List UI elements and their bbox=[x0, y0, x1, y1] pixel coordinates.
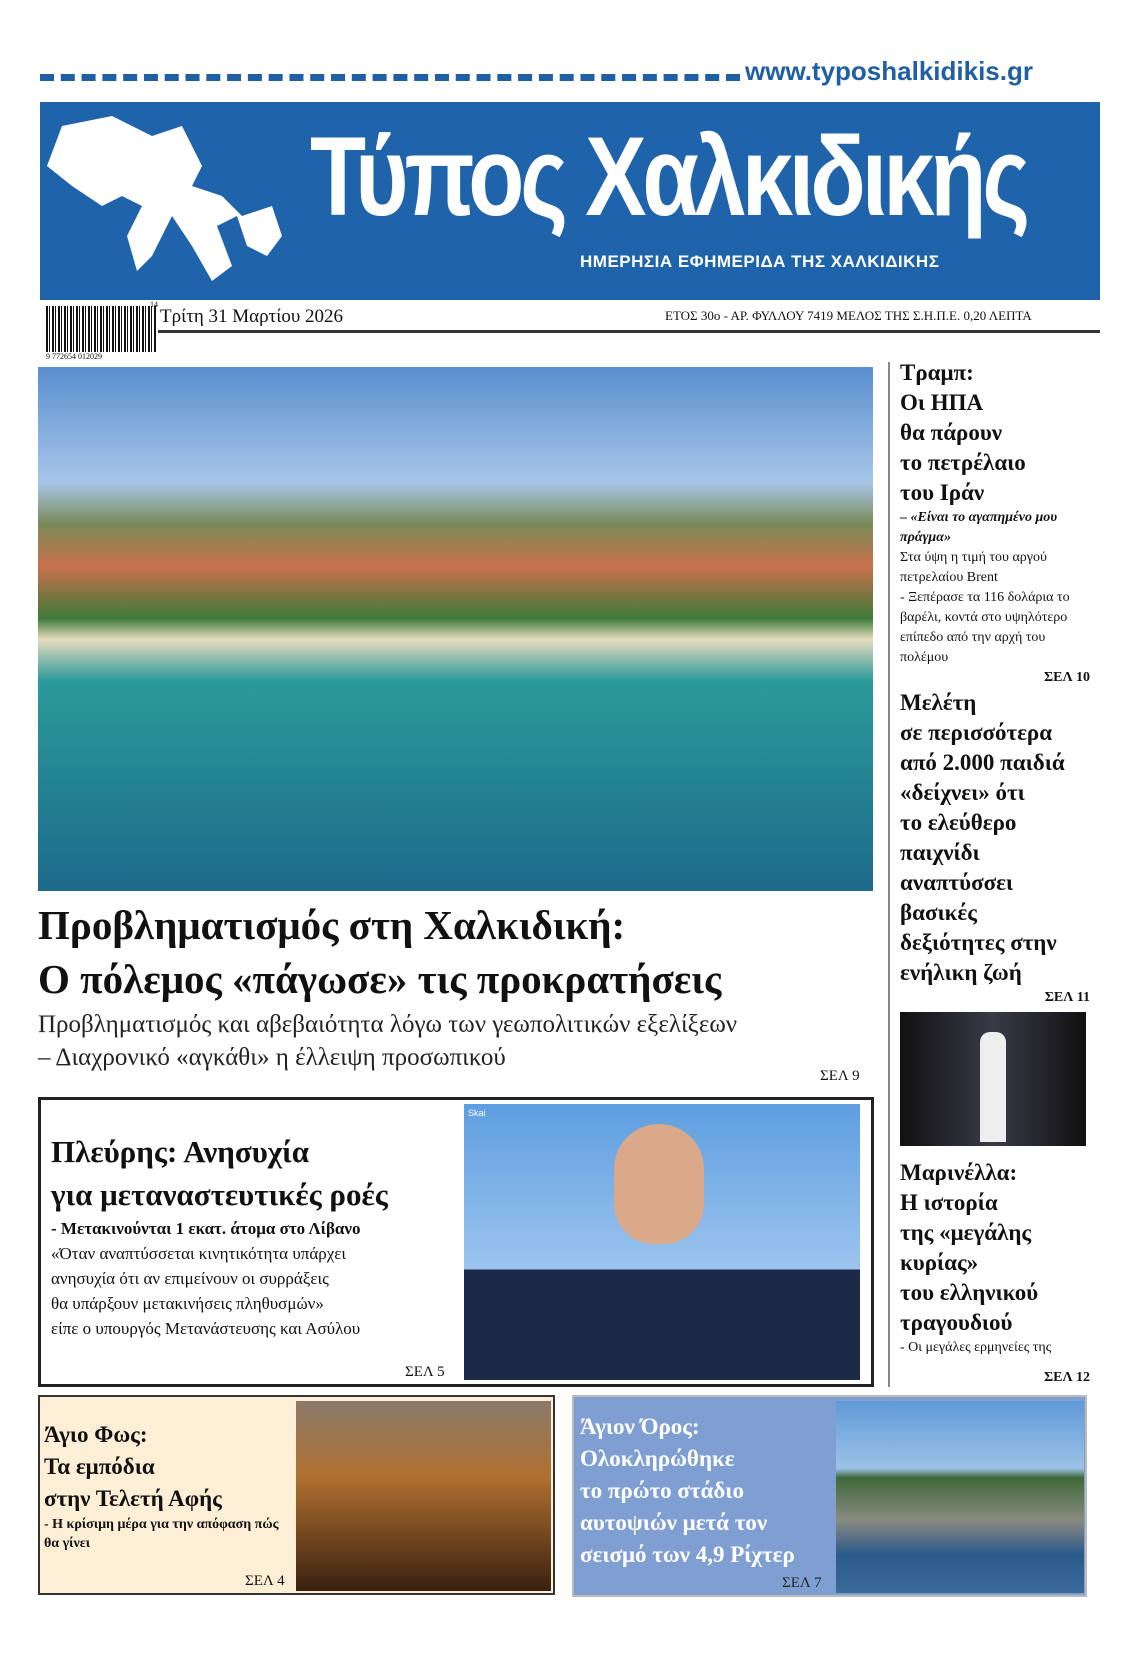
main-photo-beach[interactable] bbox=[38, 367, 873, 891]
photo-plevris[interactable] bbox=[464, 1104, 860, 1380]
story-agion-oros[interactable]: Άγιον Όρος: Ολοκληρώθηκε το πρώτο στάδιο αυτοψιών μετά τον σεισμό των 4,9 Ρίχτερ ΣΕΛ 7 bbox=[572, 1395, 1087, 1597]
photo-marinella[interactable] bbox=[900, 1012, 1086, 1146]
issue-info: ΕΤΟΣ 30ο - ΑΡ. ΦΥΛΛΟΥ 7419 ΜΕΛΟΣ ΤΗΣ Σ.Η.Π.Ε. 0,20 ΛΕΠΤΑ bbox=[665, 308, 1032, 323]
masthead-title: Τύπος Χαλκιδικής bbox=[310, 114, 1027, 239]
page-ref: ΣΕΛ 7 bbox=[782, 1575, 822, 1591]
quote: – «Είναι το αγαπημένο μου πράγμα» bbox=[900, 510, 1058, 545]
barcode bbox=[46, 306, 156, 352]
tv-logo: Skai bbox=[468, 1108, 486, 1118]
barcode-addon: 14 bbox=[150, 300, 158, 309]
headline-line: Προβληματισμός στη Χαλκιδική: bbox=[38, 902, 626, 948]
header-rule bbox=[158, 330, 1100, 333]
masthead-subtitle: ΗΜΕΡΗΣΙΑ ΕΦΗΜΕΡΙΔΑ ΤΗΣ ΧΑΛΚΙΔΙΚΗΣ bbox=[580, 252, 940, 271]
dashed-rule bbox=[40, 74, 740, 81]
headline-line: Ο πόλεμος «πάγωσε» τις προκρατήσεις bbox=[38, 956, 722, 1002]
deck-line: – Διαχρονικό «αγκάθι» η έλλειψη προσωπικού bbox=[38, 1044, 506, 1071]
page-ref: ΣΕΛ 9 bbox=[820, 1068, 860, 1084]
sidebar-story-marinella[interactable]: Μαρινέλλα: Η ιστορία της «μεγάλης κυρίας» του ελληνικού τραγουδιού - Οι μεγάλες ερμηνείες της ΣΕΛ 12 bbox=[900, 1158, 1090, 1388]
story-agio-fos[interactable]: Άγιο Φως: Τα εμπόδια στην Τελετή Αφής - Η κρίσιμη μέρα για την απόφαση πώς θα γίνει ΣΕΛ 4 bbox=[38, 1395, 555, 1595]
story-plevris[interactable]: Πλεύρης: Ανησυχία για μεταναστευτικές ροές - Μετακινούνται 1 εκατ. άτομα στο Λίβανο «Όταν αναπτύσσεται κινητικότητα υπάρχει ανησυχία ότι αν επιμείνουν οι συρράξεις θα υπάρξουν μετακινήσεις πληθυσμών» είπε ο υπουργός Μετανάστευσης και Ασύλου ΣΕΛ 5 bbox=[38, 1097, 874, 1387]
website-link[interactable]: www.typoshalkidikis.gr bbox=[745, 56, 1033, 86]
page-ref: ΣΕΛ 12 bbox=[1043, 1370, 1090, 1385]
sidebar-story-study[interactable]: Μελέτη σε περισσότερα από 2.000 παιδιά «δείχνει» ότι το ελεύθερο παιχνίδι αναπτύσσει βασικές δεξιότητες στην ενήλικη ζωή ΣΕΛ 11 bbox=[900, 688, 1090, 1008]
issue-date: Τρίτη 31 Μαρτίου 2026 bbox=[160, 306, 344, 327]
page-ref: ΣΕΛ 5 bbox=[405, 1364, 445, 1380]
chalkidiki-map-logo bbox=[42, 106, 292, 286]
main-headline[interactable] bbox=[38, 898, 878, 1006]
page-ref: ΣΕΛ 11 bbox=[1044, 990, 1090, 1005]
column-rule bbox=[888, 362, 890, 1387]
sidebar-story-trump[interactable]: Τραμπ: Οι ΗΠΑ θα πάρουν το πετρέλαιο του Ιράν – «Είναι το αγαπημένο μου πράγμα» Στα ύψη η τιμή του αργού πετρελαίου Brent - Ξεπέρασε τα 116 δολάρια το βαρέλι, κοντά στο υψηλότερο επίπεδο από την αρχή του πολέμου ΣΕΛ 10 bbox=[900, 358, 1090, 688]
deck-line: Προβληματισμός και αβεβαιότητα λόγω των γεωπολιτικών εξελίξεων bbox=[38, 1011, 738, 1038]
photo-mount-athos[interactable] bbox=[836, 1401, 1084, 1593]
photo-holy-sepulchre[interactable] bbox=[296, 1401, 551, 1591]
main-deck bbox=[38, 1008, 878, 1074]
page-ref: ΣΕΛ 10 bbox=[1043, 670, 1090, 685]
barcode-number: 9 772654 012029 bbox=[46, 352, 102, 361]
page-ref: ΣΕΛ 4 bbox=[245, 1573, 285, 1589]
